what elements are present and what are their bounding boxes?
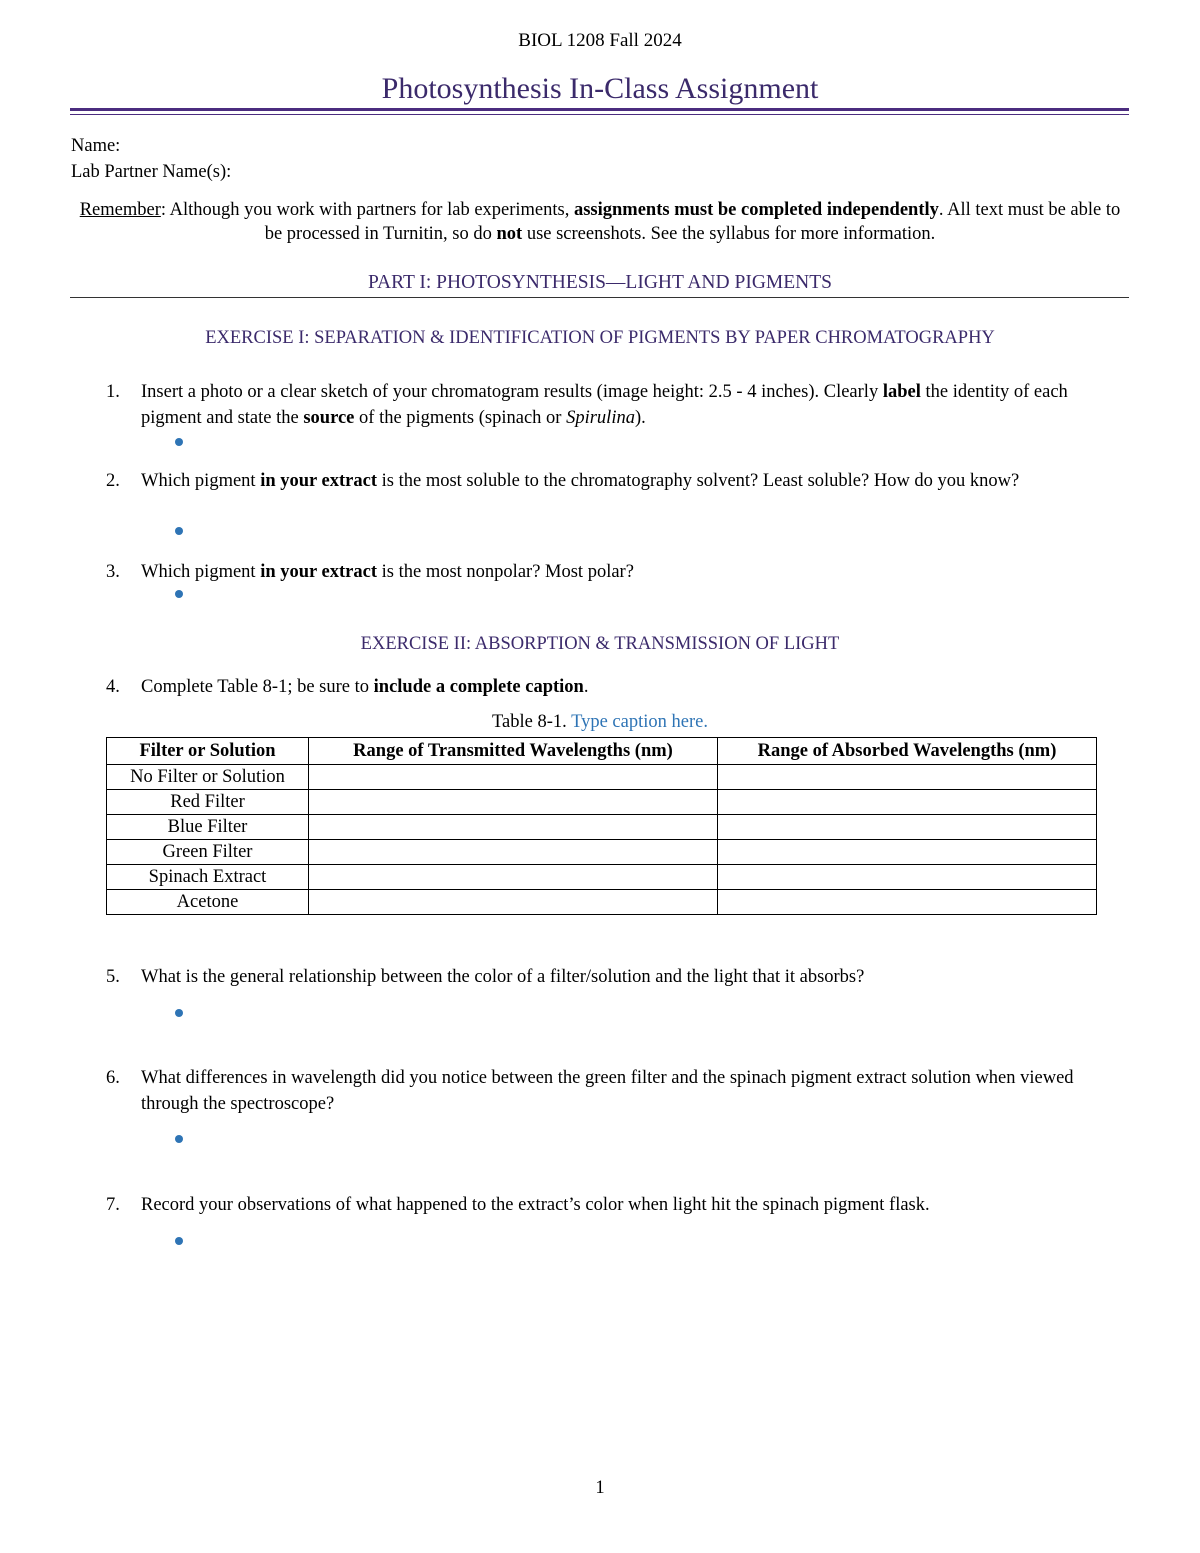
answer-bullet-7[interactable] (175, 1237, 183, 1245)
row-label: Red Filter (107, 790, 309, 815)
part-heading: PART I: PHOTOSYNTHESIS—LIGHT AND PIGMENTS (367, 272, 832, 293)
remember-text-1: : Although you work with partners for lab experiments, (160, 200, 574, 220)
question-number: 6. (106, 1068, 120, 1088)
remember-note (75, 198, 1125, 246)
exercise-1-heading: EXERCISE I: SEPARATION & IDENTIFICATION OF PIGMENTS BY PAPER CHROMATOGRAPHY (205, 328, 995, 348)
question-2: 2. Which pigment in your extract is the most soluble to the chromatography solvent? Least soluble? How do you know? (106, 468, 1116, 494)
remember-bold-1: assignments must be completed independently (573, 200, 939, 220)
answer-bullet-5[interactable] (175, 1009, 183, 1017)
table-row (107, 765, 1097, 790)
table-cell[interactable] (718, 815, 1097, 840)
part-rule (70, 297, 1129, 298)
document-title: Photosynthesis In-Class Assignment (381, 72, 819, 105)
question-number: 4. (106, 677, 120, 697)
column-header: Filter or Solution (107, 738, 309, 765)
caption-prefix: Table 8-1. (492, 712, 572, 732)
question-number: 3. (106, 562, 120, 582)
table-cell[interactable] (309, 790, 718, 815)
answer-bullet-6[interactable] (175, 1135, 183, 1143)
remember-label: Remember (79, 200, 161, 220)
title-rule-thin (70, 114, 1129, 115)
table-header-row (107, 738, 1097, 765)
table-caption (0, 712, 1200, 733)
table-cell[interactable] (718, 840, 1097, 865)
row-label: Acetone (107, 890, 309, 915)
table-row (107, 815, 1097, 840)
question-4: 4. Complete Table 8-1; be sure to include a complete caption. (106, 674, 1116, 700)
remember-text-3: use screenshots. See the syllabus for more information. (522, 224, 936, 244)
row-label: No Filter or Solution (107, 765, 309, 790)
table-row (107, 865, 1097, 890)
wavelength-table (106, 737, 1097, 915)
answer-bullet-3[interactable] (175, 590, 183, 598)
row-label: Green Filter (107, 840, 309, 865)
column-header: Range of Absorbed Wavelengths (nm) (718, 738, 1097, 765)
table-row (107, 790, 1097, 815)
partner-field-label[interactable]: Lab Partner Name(s): (71, 162, 232, 182)
table-cell[interactable] (718, 890, 1097, 915)
row-label: Spinach Extract (107, 865, 309, 890)
answer-bullet-2[interactable] (175, 527, 183, 535)
row-label: Blue Filter (107, 815, 309, 840)
question-number: 1. (106, 382, 120, 402)
question-6: 6. What differences in wavelength did you notice between the green filter and the spinach pigment extract solution when viewed through the spectroscope? (106, 1065, 1116, 1117)
remember-bold-2: not (496, 224, 523, 244)
answer-bullet-1[interactable] (175, 438, 183, 446)
column-header: Range of Transmitted Wavelengths (nm) (309, 738, 718, 765)
course-header: BIOL 1208 Fall 2024 (518, 30, 682, 51)
question-3: 3. Which pigment in your extract is the most nonpolar? Most polar? (106, 559, 1116, 585)
table-cell[interactable] (309, 765, 718, 790)
name-field-label[interactable]: Name: (71, 136, 121, 156)
question-5: 5. What is the general relationship between the color of a filter/solution and the light that it absorbs? (106, 964, 1116, 990)
remember-text-2: . All text must be able to be processed in Turnitin, so do (264, 200, 1121, 244)
table-cell[interactable] (309, 815, 718, 840)
question-number: 7. (106, 1195, 120, 1215)
table-cell[interactable] (309, 890, 718, 915)
question-number: 5. (106, 967, 120, 987)
question-7: 7. Record your observations of what happened to the extract’s color when light hit the spinach pigment flask. (106, 1192, 1116, 1218)
title-rule (70, 108, 1129, 111)
caption-placeholder[interactable]: Type caption here. (571, 712, 708, 732)
page-number: 1 (595, 1478, 605, 1498)
question-1: 1. Insert a photo or a clear sketch of your chromatogram results (image height: 2.5 - 4 inches). Clearly label the identity of each pigment and state the source of the pigments (spinach or Spirulina). (106, 379, 1116, 431)
table-cell[interactable] (718, 765, 1097, 790)
table-cell[interactable] (718, 790, 1097, 815)
table-cell[interactable] (718, 865, 1097, 890)
table-cell[interactable] (309, 865, 718, 890)
table-row (107, 840, 1097, 865)
table-row (107, 890, 1097, 915)
question-number: 2. (106, 471, 120, 491)
table-cell[interactable] (309, 840, 718, 865)
exercise-2-heading: EXERCISE II: ABSORPTION & TRANSMISSION OF LIGHT (360, 634, 840, 654)
